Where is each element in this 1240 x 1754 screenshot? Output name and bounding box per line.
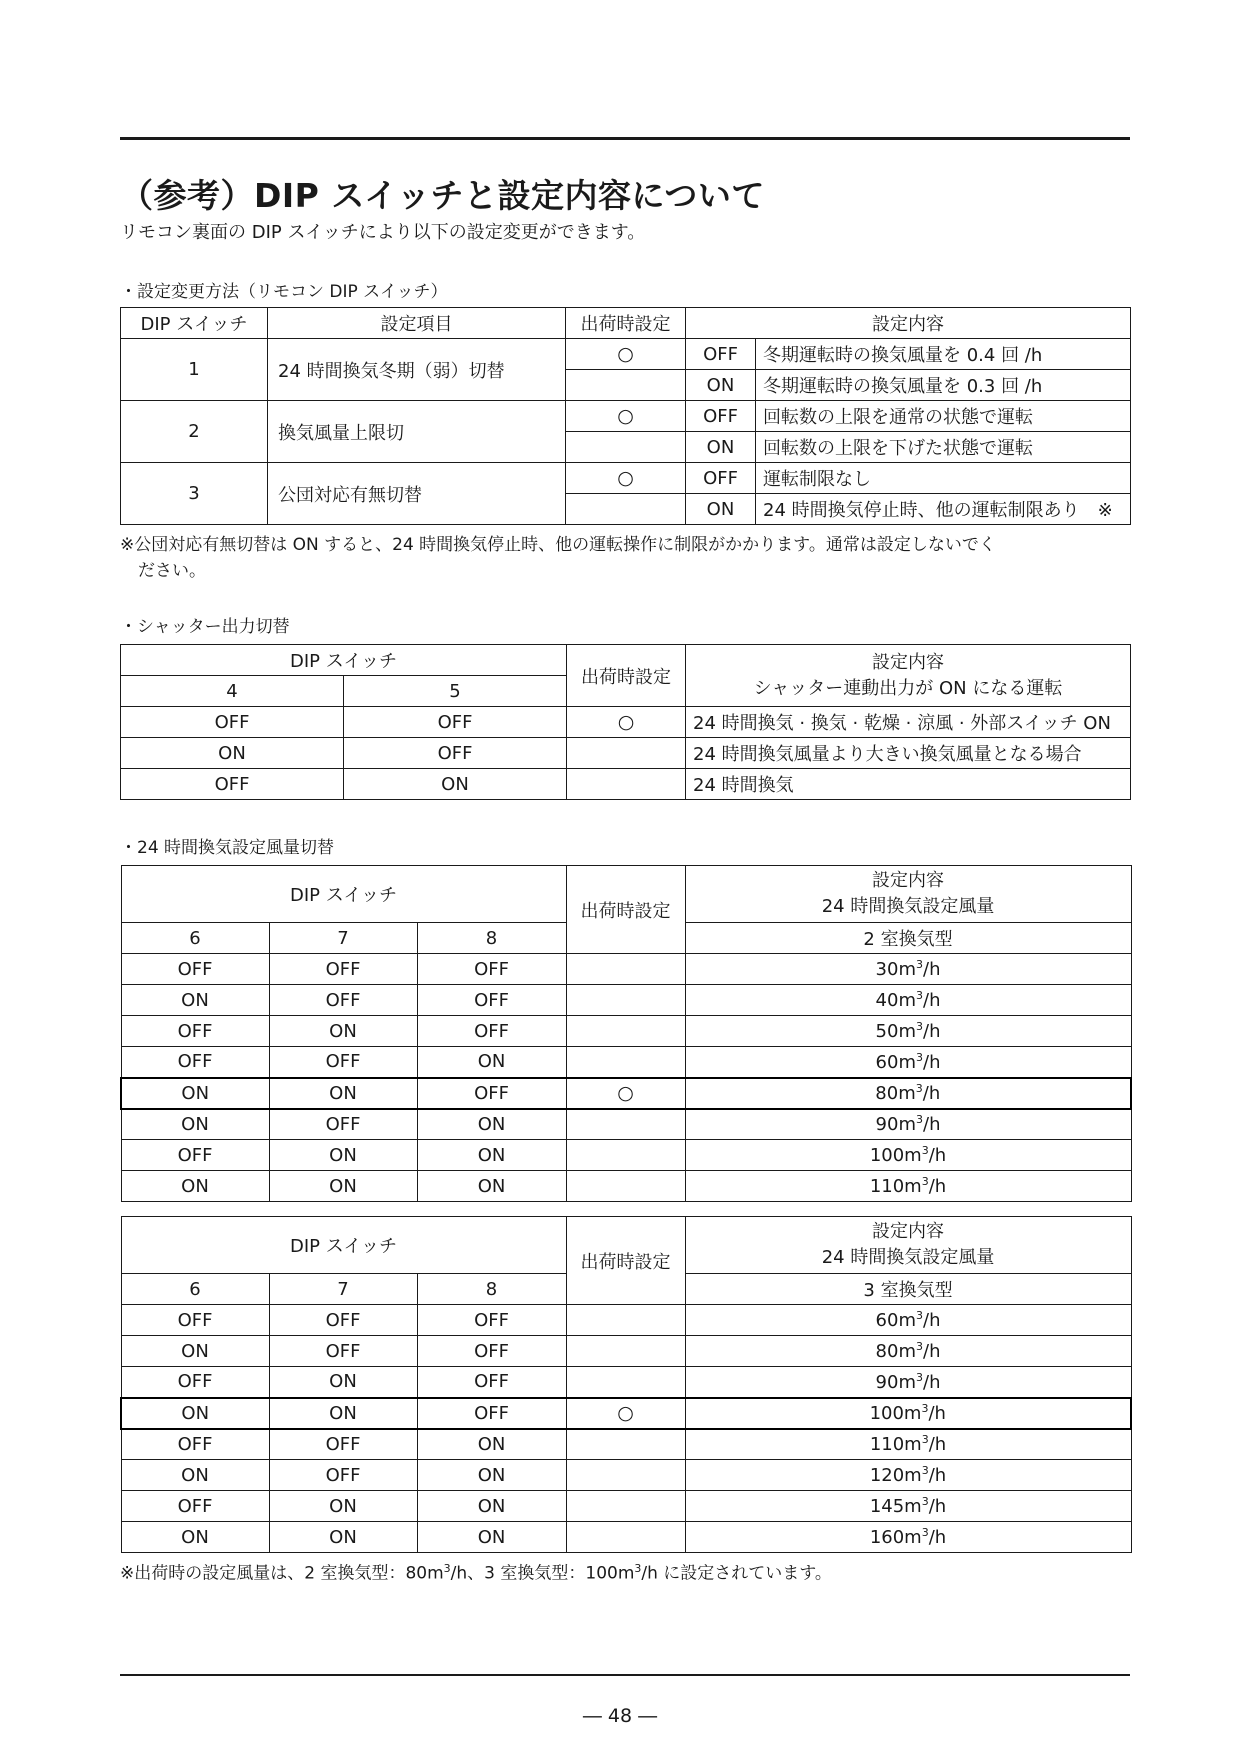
table-row: [121, 1522, 1131, 1553]
airflow-unit: m: [898, 1114, 916, 1136]
table-row: [121, 1336, 1131, 1367]
header-setting-content-line1: 設定内容: [872, 651, 944, 673]
airflow-table-2: [120, 1216, 1132, 1553]
airflow-number: 145: [869, 1496, 905, 1517]
setting-description: 冬期運転時の換気風量を 0.4 回 /h: [756, 339, 1131, 370]
switch-state: OFF: [121, 1047, 269, 1078]
airflow-number: 60: [875, 1310, 899, 1331]
switch-state: OFF: [269, 985, 417, 1016]
section3-note: [120, 1556, 832, 1587]
table-row: [121, 1140, 1131, 1171]
factory-default-mark: [566, 985, 685, 1016]
header-dip-switch: DIP スイッチ: [121, 866, 566, 923]
airflow-unit-exp: 3: [916, 958, 923, 971]
airflow-number: 90: [875, 1114, 899, 1136]
airflow-unit: m: [903, 1403, 922, 1424]
airflow-value: [685, 1429, 1131, 1460]
airflow-unit-tail: /h: [923, 959, 941, 980]
airflow-value: [685, 1491, 1131, 1522]
header-setting-content: 設定内容: [686, 308, 1131, 339]
switch-state: OFF: [121, 954, 269, 985]
airflow-number: 100: [869, 1403, 904, 1424]
switch-state: ON: [269, 1522, 417, 1553]
section2-heading: ・シャッター出力切替: [120, 617, 290, 637]
switch-state: ON: [121, 1522, 269, 1553]
airflow-value: [685, 1305, 1131, 1336]
airflow-unit-tail: /h: [923, 1021, 941, 1042]
header-switch-7: 7: [269, 923, 417, 954]
airflow-number: 40: [875, 990, 899, 1011]
airflow-value: [685, 1367, 1131, 1398]
airflow-value: [685, 1398, 1131, 1429]
airflow-unit: m: [898, 1310, 916, 1331]
header-setting-content-line2: 24 時間換気設定風量: [821, 1247, 995, 1268]
factory-default-mark: [566, 1367, 685, 1398]
airflow-unit: m: [898, 1021, 916, 1042]
note-exp: 3: [634, 1562, 642, 1575]
switch-state: ON: [121, 1171, 269, 1202]
airflow-value: [685, 1460, 1131, 1491]
switch-number: 3: [121, 463, 268, 525]
airflow-unit-exp: 3: [916, 989, 923, 1002]
table-row: [121, 1429, 1131, 1460]
dip-settings-table: [120, 307, 1131, 525]
setting-description: 24 時間換気風量より大きい換気風量となる場合: [686, 738, 1131, 769]
table-row: [121, 738, 1131, 769]
switch-state: ON: [121, 1336, 269, 1367]
factory-default-mark: [566, 432, 686, 463]
header-factory-default: 出荷時設定: [566, 308, 686, 339]
airflow-unit-exp: 3: [921, 1526, 929, 1539]
airflow-unit-tail: /h: [923, 1051, 941, 1073]
airflow-value: [685, 1171, 1131, 1202]
header-switch-6: 6: [121, 1274, 269, 1305]
switch-state: OFF: [417, 1305, 566, 1336]
airflow-value: [685, 1140, 1131, 1171]
ventilation-type: 3 室換気型: [685, 1274, 1131, 1305]
header-switch-8: 8: [417, 923, 566, 954]
switch-state: OFF: [269, 1336, 417, 1367]
switch-state: OFF: [121, 769, 344, 800]
switch-state: ON: [121, 985, 269, 1016]
header-dip-switch: DIP スイッチ: [121, 308, 268, 339]
factory-default-mark: ○: [566, 1398, 685, 1429]
switch-state: OFF: [121, 1140, 269, 1171]
airflow-value: [685, 1109, 1131, 1140]
airflow-unit-tail: /h: [923, 990, 941, 1011]
factory-default-mark: [566, 1047, 685, 1078]
switch-state: OFF: [417, 985, 566, 1016]
airflow-number: 80: [875, 1083, 899, 1104]
airflow-number: 60: [875, 1051, 899, 1073]
top-rule: [120, 137, 1130, 140]
section1-note: [120, 532, 996, 584]
switch-state: ON: [417, 1171, 566, 1202]
airflow-unit: m: [898, 990, 916, 1011]
factory-default-mark: ○: [566, 1078, 685, 1109]
section3-heading: ・24 時間換気設定風量切替: [120, 838, 335, 858]
header-setting-content-line2: 24 時間換気設定風量: [821, 896, 995, 917]
switch-state: OFF: [269, 954, 417, 985]
header-setting-content-line2: シャッター連動出力が ON になる運転: [753, 677, 1063, 699]
shutter-output-table: [120, 644, 1131, 800]
switch-state: ON: [417, 1522, 566, 1553]
header-switch-4: 4: [121, 676, 344, 707]
airflow-value: [685, 1522, 1131, 1553]
header-setting-content: [685, 1217, 1131, 1274]
airflow-unit-exp: 3: [921, 1464, 929, 1477]
switch-state: OFF: [121, 1016, 269, 1047]
header-factory-default: 出荷時設定: [566, 1217, 685, 1305]
switch-state: ON: [344, 769, 567, 800]
factory-default-mark: ○: [567, 707, 686, 738]
airflow-number: 110: [869, 1434, 905, 1456]
setting-item: 換気風量上限切: [268, 401, 566, 463]
switch-state: OFF: [269, 1305, 417, 1336]
factory-default-mark: [566, 1140, 685, 1171]
setting-description: 24 時間換気: [686, 769, 1131, 800]
airflow-unit: m: [898, 1083, 916, 1104]
airflow-unit-tail: /h: [928, 1434, 947, 1456]
airflow-unit-tail: /h: [923, 1371, 941, 1393]
airflow-value: [685, 1047, 1131, 1078]
switch-state: ON: [269, 1367, 417, 1398]
header-setting-content: [686, 645, 1131, 707]
table-row: [121, 954, 1131, 985]
airflow-unit: m: [904, 1496, 922, 1517]
factory-default-mark: [566, 1460, 685, 1491]
setting-description: 24 時間換気停止時、他の運転制限あり ※: [756, 494, 1131, 525]
note-line-2: ださい。: [138, 561, 206, 581]
airflow-unit-exp: 3: [916, 1020, 923, 1033]
airflow-unit: m: [898, 1341, 916, 1362]
factory-default-mark: [566, 1522, 685, 1553]
airflow-unit-tail: /h: [928, 1465, 947, 1486]
airflow-unit-tail: /h: [923, 1114, 941, 1136]
switch-number: 1: [121, 339, 268, 401]
switch-state: OFF: [269, 1460, 417, 1491]
airflow-unit-tail: /h: [922, 1083, 941, 1104]
airflow-unit-exp: 3: [921, 1175, 929, 1188]
switch-state: ON: [417, 1460, 566, 1491]
switch-state: OFF: [121, 1305, 269, 1336]
airflow-table-1: [120, 865, 1132, 1202]
header-setting-content: [685, 866, 1131, 923]
header-setting-content-line1: 設定内容: [872, 870, 945, 891]
factory-default-mark: ○: [566, 463, 686, 494]
bottom-rule: [120, 1674, 1130, 1676]
switch-state: ON: [269, 1398, 417, 1429]
header-factory-default: 出荷時設定: [567, 645, 686, 707]
airflow-unit: m: [904, 1176, 922, 1197]
switch-state: ON: [417, 1140, 566, 1171]
airflow-unit: m: [904, 1465, 922, 1486]
switch-state: ON: [417, 1491, 566, 1522]
table-row: [121, 1171, 1131, 1202]
switch-state: OFF: [686, 463, 756, 494]
factory-default-mark: [566, 1305, 685, 1336]
section1-heading: ・設定変更方法（リモコン DIP スイッチ）: [120, 282, 448, 302]
airflow-number: 110: [869, 1176, 905, 1197]
airflow-unit-exp: 3: [916, 1113, 923, 1127]
airflow-unit-exp: 3: [916, 1309, 923, 1322]
factory-default-mark: [567, 769, 686, 800]
table-row: [121, 401, 1131, 432]
setting-description: 24 時間換気 · 換気 · 乾燥 · 涼風 · 外部スイッチ ON: [686, 707, 1131, 738]
switch-state: ON: [121, 1460, 269, 1491]
setting-description: 冬期運転時の換気風量を 0.3 回 /h: [756, 370, 1131, 401]
airflow-unit: m: [898, 959, 916, 980]
note-mid: /h、3 室換気型：100m: [450, 1563, 635, 1584]
factory-default-mark: [567, 738, 686, 769]
switch-number: 2: [121, 401, 268, 463]
table-row: [121, 1398, 1131, 1429]
switch-state: OFF: [121, 1491, 269, 1522]
switch-state: OFF: [686, 401, 756, 432]
switch-state: ON: [686, 432, 756, 463]
switch-state: ON: [269, 1016, 417, 1047]
factory-default-mark: ○: [566, 339, 686, 370]
intro-text: リモコン裏面の DIP スイッチにより以下の設定変更ができます。: [120, 222, 646, 243]
airflow-unit-exp: 3: [916, 1050, 923, 1064]
page-title: （参考）DIP スイッチと設定内容について: [120, 176, 765, 215]
airflow-unit-exp: 3: [921, 1495, 929, 1508]
factory-default-mark: [566, 1491, 685, 1522]
factory-default-mark: [566, 1429, 685, 1460]
switch-state: ON: [121, 738, 344, 769]
airflow-unit: m: [898, 1371, 916, 1393]
airflow-number: 160: [869, 1527, 905, 1548]
table-row: [121, 1305, 1131, 1336]
page-number: ― 48 ―: [582, 1705, 658, 1727]
header-dip-switch: DIP スイッチ: [121, 1217, 566, 1274]
table-row: [121, 339, 1131, 370]
switch-state: OFF: [686, 339, 756, 370]
switch-state: ON: [417, 1047, 566, 1078]
airflow-value: [685, 1016, 1131, 1047]
factory-default-mark: ○: [566, 401, 686, 432]
switch-state: OFF: [417, 1367, 566, 1398]
airflow-unit-tail: /h: [928, 1527, 947, 1548]
header-switch-8: 8: [417, 1274, 566, 1305]
factory-default-mark: [566, 1336, 685, 1367]
switch-state: OFF: [417, 1078, 566, 1109]
switch-state: ON: [121, 1398, 269, 1429]
airflow-unit-exp: 3: [915, 1082, 923, 1095]
airflow-value: [685, 954, 1131, 985]
airflow-unit: m: [904, 1527, 922, 1548]
airflow-value: [685, 985, 1131, 1016]
table-row: [121, 1078, 1131, 1109]
factory-default-mark: [566, 1171, 685, 1202]
switch-state: OFF: [344, 738, 567, 769]
header-switch-6: 6: [121, 923, 269, 954]
setting-item: 24 時間換気冬期（弱）切替: [268, 339, 566, 401]
airflow-number: 90: [875, 1371, 899, 1393]
note-suffix: /h に設定されています。: [641, 1563, 832, 1584]
switch-state: OFF: [121, 1367, 269, 1398]
airflow-value: [685, 1336, 1131, 1367]
airflow-unit-exp: 3: [916, 1370, 923, 1384]
switch-state: OFF: [121, 707, 344, 738]
airflow-unit-tail: /h: [923, 1341, 941, 1362]
header-switch-5: 5: [344, 676, 567, 707]
switch-state: ON: [269, 1078, 417, 1109]
switch-state: OFF: [417, 1336, 566, 1367]
setting-description: 回転数の上限を下げた状態で運転: [756, 432, 1131, 463]
airflow-unit-exp: 3: [921, 1144, 929, 1157]
switch-state: ON: [121, 1109, 269, 1140]
table-row: [121, 1047, 1131, 1078]
factory-default-mark: [566, 494, 686, 525]
table-row: [121, 769, 1131, 800]
switch-state: OFF: [417, 1398, 566, 1429]
switch-state: ON: [417, 1429, 566, 1460]
airflow-unit: m: [904, 1434, 922, 1456]
airflow-unit-tail: /h: [923, 1310, 941, 1331]
airflow-value: [685, 1078, 1131, 1109]
table-row: [121, 707, 1131, 738]
airflow-unit-tail: /h: [928, 1496, 947, 1517]
note-prefix: ※出荷時の設定風量は、2 室換気型：80m: [120, 1563, 444, 1584]
airflow-unit-tail: /h: [928, 1403, 946, 1424]
header-factory-default: 出荷時設定: [566, 866, 685, 954]
switch-state: ON: [417, 1109, 566, 1140]
airflow-number: 120: [869, 1465, 905, 1486]
switch-state: OFF: [344, 707, 567, 738]
table-row: [121, 1016, 1131, 1047]
switch-state: OFF: [269, 1429, 417, 1460]
note-line-1: ※公団対応有無切替は ON すると、24 時間換気停止時、他の運転操作に制限がかかります。通常は設定しないでく: [120, 535, 996, 555]
header-dip-switch: DIP スイッチ: [121, 645, 567, 676]
switch-state: OFF: [269, 1109, 417, 1140]
table-row: [121, 1491, 1131, 1522]
airflow-number: 50: [875, 1021, 899, 1042]
setting-description: 運転制限なし: [756, 463, 1131, 494]
setting-item: 公団対応有無切替: [268, 463, 566, 525]
factory-default-mark: [566, 954, 685, 985]
factory-default-mark: [566, 1016, 685, 1047]
switch-state: ON: [269, 1171, 417, 1202]
airflow-unit-tail: /h: [928, 1145, 947, 1166]
switch-state: ON: [269, 1140, 417, 1171]
switch-state: ON: [121, 1078, 269, 1109]
header-switch-7: 7: [269, 1274, 417, 1305]
factory-default-mark: [566, 1109, 685, 1140]
switch-state: ON: [686, 494, 756, 525]
airflow-unit: m: [898, 1051, 916, 1073]
airflow-unit-exp: 3: [921, 1402, 929, 1415]
switch-state: OFF: [417, 954, 566, 985]
switch-state: OFF: [121, 1429, 269, 1460]
setting-description: 回転数の上限を通常の状態で運転: [756, 401, 1131, 432]
airflow-unit-exp: 3: [921, 1433, 929, 1447]
airflow-number: 80: [875, 1341, 899, 1362]
airflow-unit: m: [904, 1145, 922, 1166]
header-setting-content-line1: 設定内容: [872, 1221, 945, 1242]
note-exp: 3: [443, 1562, 451, 1575]
airflow-number: 30: [875, 959, 899, 980]
ventilation-type: 2 室換気型: [685, 923, 1131, 954]
table-row: [121, 1109, 1131, 1140]
airflow-unit-exp: 3: [916, 1340, 923, 1353]
table-row: [121, 1367, 1131, 1398]
table-row: [121, 463, 1131, 494]
switch-state: ON: [686, 370, 756, 401]
table-row: [121, 985, 1131, 1016]
switch-state: ON: [269, 1491, 417, 1522]
switch-state: OFF: [269, 1047, 417, 1078]
airflow-unit-tail: /h: [928, 1176, 947, 1197]
table-row: [121, 1460, 1131, 1491]
header-setting-item: 設定項目: [268, 308, 566, 339]
airflow-number: 100: [869, 1145, 905, 1166]
factory-default-mark: [566, 370, 686, 401]
switch-state: OFF: [417, 1016, 566, 1047]
